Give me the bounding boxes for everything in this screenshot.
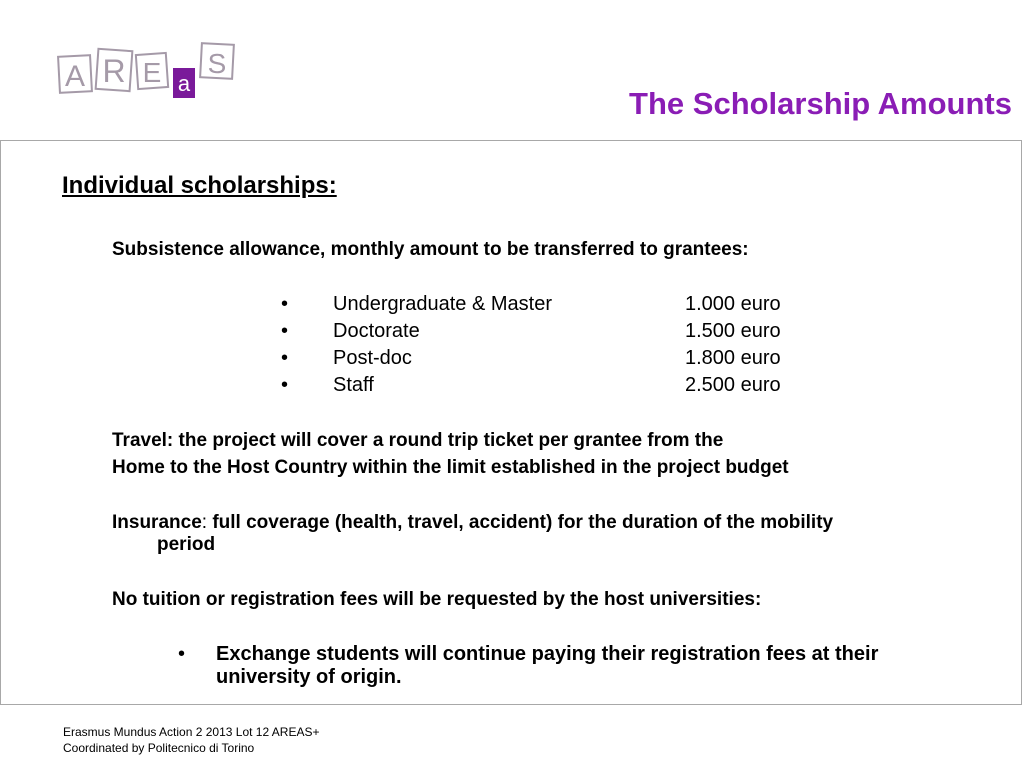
svg-text:A: A [64,60,86,93]
amount-label: Staff [333,374,374,396]
section-heading: Individual scholarships: [62,172,337,199]
insurance-colon: : [201,512,208,533]
logo-letter-r-box [96,49,133,91]
travel-line-1: Travel: the project will cover a round trip ticket per grantee from the [112,430,724,451]
insurance-text: full coverage (health, travel, accident) for the duration of the mobility [207,512,834,533]
bullet: • [281,374,289,396]
page-title: The Scholarship Amounts [629,86,1012,121]
insurance-line [112,511,833,535]
logo-letter-s-box [200,43,234,79]
exchange-line-2: university of origin. [216,666,402,688]
travel-line-2: Home to the Host Country within the limit established in the project budget [112,457,789,478]
subsistence-intro: Subsistence allowance, monthly amount to be transferred to grantees: [112,239,749,260]
amount-label: Doctorate [333,320,420,342]
amount-label: Post-doc [333,347,412,369]
footer-line-2: Coordinated by Politecnico di Torino [63,741,255,755]
amount-value: 1.800 euro [685,347,781,369]
bullet: • [281,293,289,315]
bullet: • [178,643,186,665]
bullet: • [281,320,289,342]
footer-line-1: Erasmus Mundus Action 2 2013 Lot 12 AREAS+ [63,725,320,739]
logo-letter-a-box [58,55,92,93]
logo-letter-e-box [136,53,168,89]
logo-letter-a-small-box [173,68,195,98]
svg-text:a: a [177,71,191,96]
content-frame [0,140,1022,705]
bullet: • [281,347,289,369]
svg-text:S: S [207,48,227,79]
amount-value: 1.000 euro [685,293,781,315]
insurance-line-2: period [157,534,216,555]
svg-text:E: E [142,57,162,88]
fees-line: No tuition or registration fees will be requested by the host universities: [112,589,762,610]
insurance-label: Insurance [112,512,202,533]
areas-logo [55,40,245,102]
amount-label: Undergraduate & Master [333,293,553,315]
amount-value: 2.500 euro [685,374,781,396]
amount-value: 1.500 euro [685,320,781,342]
svg-text:R: R [102,53,126,89]
exchange-line-1: Exchange students will continue paying their registration fees at their [216,643,879,665]
